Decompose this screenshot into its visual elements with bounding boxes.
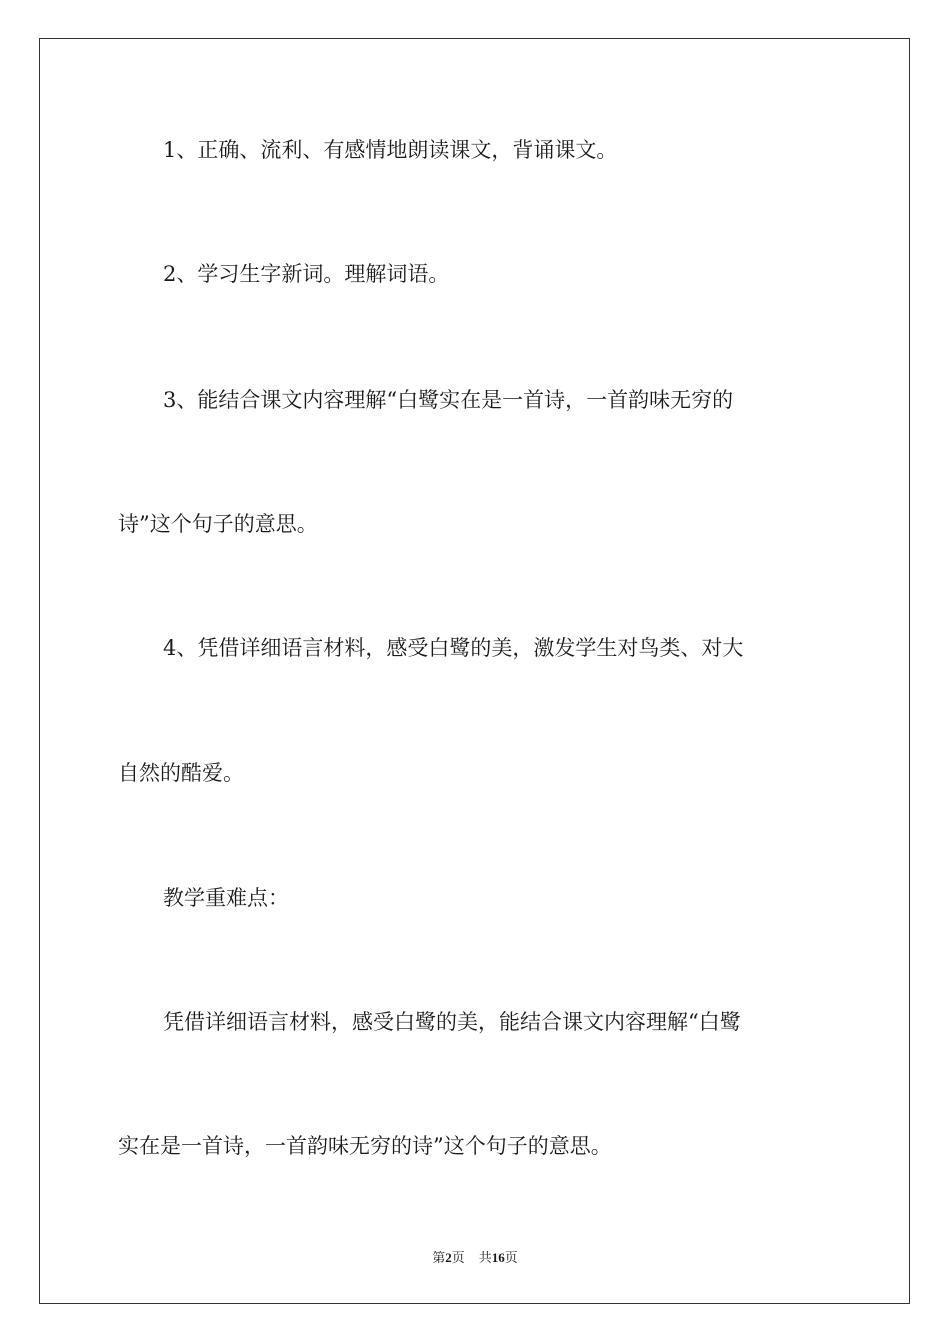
page-total: 16 — [491, 1250, 505, 1265]
objective-4-line-1: 4、凭借详细语言材料，感受白鹭的美，激发学生对鸟类、对大 — [163, 636, 744, 660]
objective-1-line: 1、正确、流利、有感情地朗读课文，背诵课文。 — [163, 138, 618, 162]
page-suffix: 页 — [451, 1250, 465, 1265]
key-points-heading: 教学重难点： — [163, 886, 289, 910]
key-points-line-1: 凭借详细语言材料，感受白鹭的美，能结合课文内容理解“白鹭 — [163, 1010, 741, 1034]
objective-3-line-1: 3、能结合课文内容理解“白鹭实在是一首诗，一首韵味无穷的 — [163, 388, 734, 412]
page-prefix: 第 — [432, 1250, 446, 1265]
objective-3-line-2: 诗”这个句子的意思。 — [118, 512, 318, 536]
objective-2-line: 2、学习生字新词。理解词语。 — [163, 262, 450, 286]
total-suffix: 页 — [504, 1250, 518, 1265]
page-footer — [0, 1251, 950, 1264]
page-current: 2 — [445, 1250, 452, 1265]
key-points-line-2: 实在是一首诗，一首韵味无穷的诗”这个句子的意思。 — [118, 1134, 612, 1158]
objective-4-line-2: 自然的酷爱。 — [118, 761, 244, 785]
total-prefix: 共 — [478, 1250, 492, 1265]
page-border — [39, 38, 910, 1304]
